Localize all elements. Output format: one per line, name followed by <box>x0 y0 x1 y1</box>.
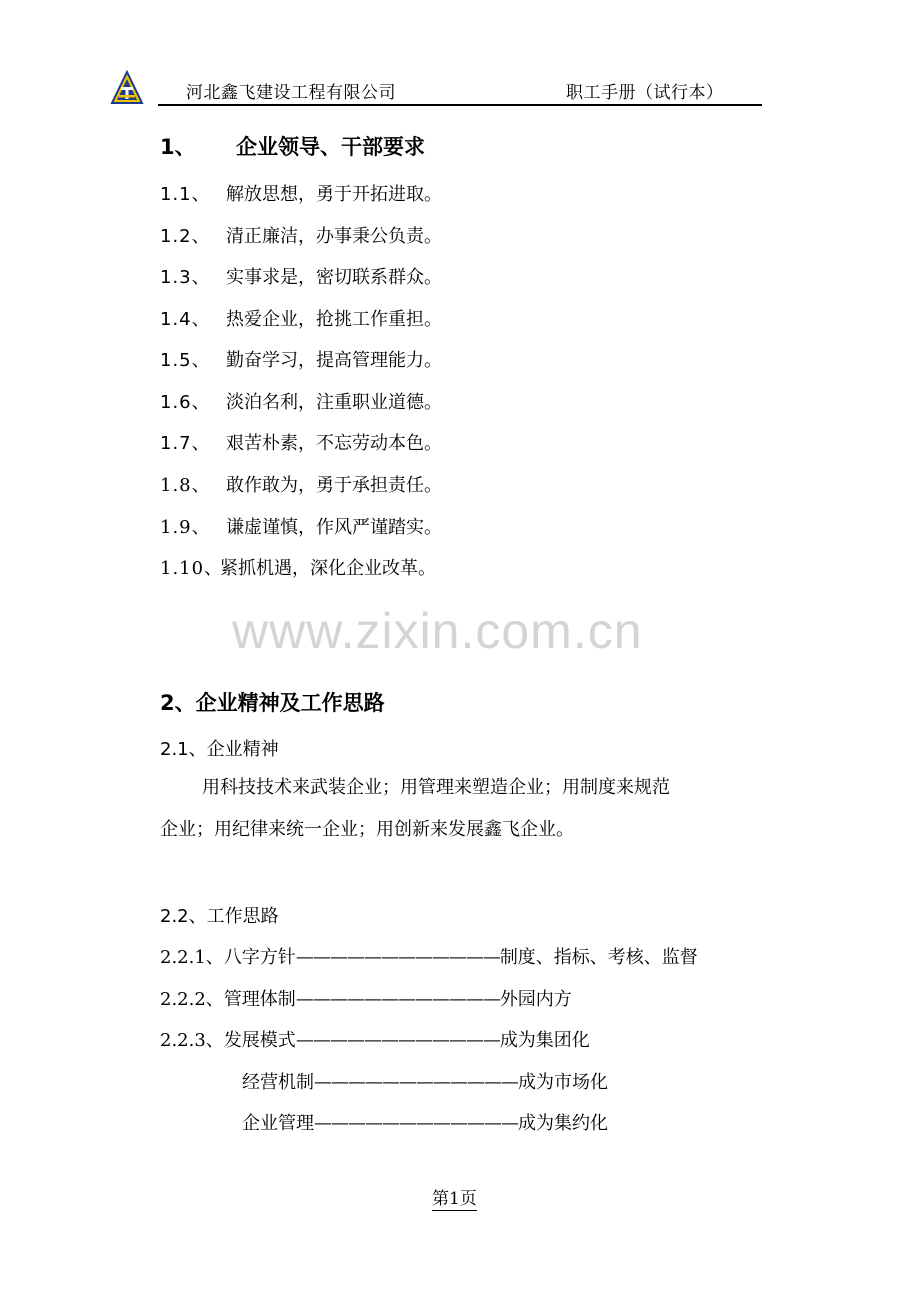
work-idea-row: 企业管理————————————成为集约化 <box>242 1113 608 1134</box>
subsection-2-1-title: 2.1、企业精神 <box>160 739 279 760</box>
enterprise-spirit-paragraph <box>160 767 770 851</box>
list-item: 1.6、 淡泊名利，注重职业道德。 <box>160 392 442 413</box>
watermark: www.zixin.com.cn <box>232 603 643 659</box>
section-2-heading: 2、企业精神及工作思路 <box>160 691 385 715</box>
work-idea-row: 2.2.3、发展模式————————————成为集团化 <box>160 1030 590 1051</box>
list-item: 1.3、 实事求是，密切联系群众。 <box>160 267 442 288</box>
subsection-2-2-title: 2.2、工作思路 <box>160 906 279 927</box>
company-logo-icon <box>110 70 144 106</box>
work-idea-row: 2.2.1、八字方针————————————制度、指标、考核、监督 <box>160 947 698 968</box>
paragraph-line: 用科技技术来武装企业；用管理来塑造企业；用制度来规范 <box>202 777 670 798</box>
paragraph-line: 企业；用纪律来统一企业；用创新来发展鑫飞企业。 <box>160 819 574 840</box>
company-name: 河北鑫飞建设工程有限公司 <box>186 83 396 103</box>
list-item: 1.2、 清正廉洁，办事秉公负责。 <box>160 226 442 247</box>
section-1-title: 企业领导、干部要求 <box>236 135 425 159</box>
section-1-heading <box>160 131 425 161</box>
section-1-number: 1、 <box>160 135 196 159</box>
list-item: 1.4、 热爱企业，抢挑工作重担。 <box>160 309 442 330</box>
manual-title: 职工手册（试行本） <box>566 83 724 103</box>
list-item: 1.7、 艰苦朴素，不忘劳动本色。 <box>160 433 442 454</box>
work-idea-row: 经营机制————————————成为市场化 <box>242 1072 608 1093</box>
list-item: 1.5、 勤奋学习，提高管理能力。 <box>160 350 442 371</box>
page-number: 第1页 <box>432 1189 477 1209</box>
header-rule <box>158 104 762 106</box>
list-item: 1.9、 谦虚谨慎，作风严谨踏实。 <box>160 517 442 538</box>
work-idea-row: 2.2.2、管理体制————————————外园内方 <box>160 989 572 1010</box>
list-item: 1.1、 解放思想，勇于开拓进取。 <box>160 184 442 205</box>
list-item: 1.10、紧抓机遇，深化企业改革。 <box>160 558 436 579</box>
list-item: 1.8、 敢作敢为，勇于承担责任。 <box>160 475 442 496</box>
